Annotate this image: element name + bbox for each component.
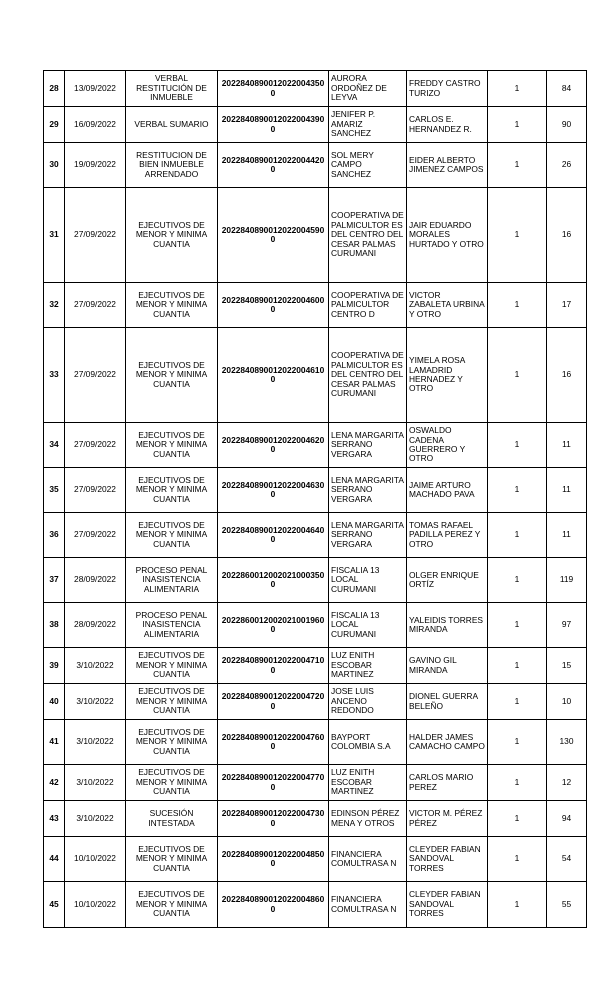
- table-row: [44, 71, 587, 107]
- row-number-cell: 36: [44, 513, 65, 558]
- quantity-cell: 1: [488, 558, 547, 603]
- filing-date-cell: 13/09/2022: [65, 71, 126, 107]
- case-number-cell: 2022840890012022004860 0: [218, 882, 329, 928]
- defendant-cell: OLGER ENRIQUE ORTÍZ: [407, 558, 488, 603]
- filing-date-cell: 3/10/2022: [65, 684, 126, 720]
- case-number-cell: 2022840890012022004610 0: [218, 328, 329, 423]
- folio-count-cell: 97: [547, 603, 587, 648]
- row-number-cell: 42: [44, 765, 65, 801]
- table-row: [44, 801, 587, 837]
- plaintiff-cell: SOL MERY CAMPO SANCHEZ: [329, 143, 407, 188]
- filing-date-cell: 16/09/2022: [65, 107, 126, 143]
- case-number-cell: 2022840890012022004620 0: [218, 423, 329, 468]
- table-row: [44, 837, 587, 882]
- folio-count-cell: 11: [547, 423, 587, 468]
- table-row: [44, 765, 587, 801]
- folio-count-cell: 10: [547, 684, 587, 720]
- defendant-cell: TOMAS RAFAEL PADILLA PEREZ Y OTRO: [407, 513, 488, 558]
- filing-date-cell: 27/09/2022: [65, 283, 126, 328]
- filing-date-cell: 3/10/2022: [65, 720, 126, 765]
- plaintiff-cell: EDINSON PÉREZ MENA Y OTROS: [329, 801, 407, 837]
- records-table-body: [44, 71, 587, 928]
- row-number-cell: 41: [44, 720, 65, 765]
- defendant-cell: OSWALDO CADENA GUERRERO Y OTRO: [407, 423, 488, 468]
- folio-count-cell: 12: [547, 765, 587, 801]
- process-type-cell: EJECUTIVOS DE MENOR Y MINIMA CUANTIA: [126, 188, 218, 283]
- plaintiff-cell: FINANCIERA COMULTRASA N: [329, 837, 407, 882]
- records-table: [43, 70, 587, 928]
- process-type-cell: EJECUTIVOS DE MENOR Y MINIMA CUANTIA: [126, 423, 218, 468]
- case-number-cell: 2022840890012022004850 0: [218, 837, 329, 882]
- row-number-cell: 29: [44, 107, 65, 143]
- plaintiff-cell: LENA MARGARITA SERRANO VERGARA: [329, 468, 407, 513]
- case-number-cell: 2022840890012022004720 0: [218, 684, 329, 720]
- folio-count-cell: 15: [547, 648, 587, 684]
- case-number-cell: 2022840890012022004760 0: [218, 720, 329, 765]
- case-number-cell: 2022860012002021000350 0: [218, 558, 329, 603]
- row-number-cell: 32: [44, 283, 65, 328]
- case-number-cell: 2022840890012022004420 0: [218, 143, 329, 188]
- table-row: [44, 648, 587, 684]
- plaintiff-cell: BAYPORT COLOMBIA S.A: [329, 720, 407, 765]
- row-number-cell: 30: [44, 143, 65, 188]
- filing-date-cell: 3/10/2022: [65, 801, 126, 837]
- table-row: [44, 107, 587, 143]
- process-type-cell: EJECUTIVOS DE MENOR Y MINIMA CUANTIA: [126, 837, 218, 882]
- row-number-cell: 33: [44, 328, 65, 423]
- row-number-cell: 39: [44, 648, 65, 684]
- quantity-cell: 1: [488, 648, 547, 684]
- defendant-cell: JAIR EDUARDO MORALES HURTADO Y OTRO: [407, 188, 488, 283]
- plaintiff-cell: COOPERATIVA DE PALMICULTOR ES DEL CENTRO DEL CESAR PALMAS CURUMANI: [329, 188, 407, 283]
- quantity-cell: 1: [488, 468, 547, 513]
- quantity-cell: 1: [488, 801, 547, 837]
- quantity-cell: 1: [488, 328, 547, 423]
- row-number-cell: 40: [44, 684, 65, 720]
- quantity-cell: 1: [488, 107, 547, 143]
- folio-count-cell: 84: [547, 71, 587, 107]
- filing-date-cell: 27/09/2022: [65, 188, 126, 283]
- filing-date-cell: 27/09/2022: [65, 423, 126, 468]
- defendant-cell: YIMELA ROSA LAMADRID HERNADEZ Y OTRO: [407, 328, 488, 423]
- filing-date-cell: 28/09/2022: [65, 603, 126, 648]
- folio-count-cell: 26: [547, 143, 587, 188]
- process-type-cell: EJECUTIVOS DE MENOR Y MINIMA CUANTIA: [126, 648, 218, 684]
- defendant-cell: CLEYDER FABIAN SANDOVAL TORRES: [407, 837, 488, 882]
- plaintiff-cell: FISCALIA 13 LOCAL CURUMANI: [329, 603, 407, 648]
- table-row: [44, 468, 587, 513]
- defendant-cell: VICTOR M. PÉREZ PÉREZ: [407, 801, 488, 837]
- filing-date-cell: 3/10/2022: [65, 765, 126, 801]
- quantity-cell: 1: [488, 143, 547, 188]
- row-number-cell: 35: [44, 468, 65, 513]
- folio-count-cell: 54: [547, 837, 587, 882]
- plaintiff-cell: COOPERATIVA DE PALMICULTOR ES DEL CENTRO DEL CESAR PALMAS CURUMANI: [329, 328, 407, 423]
- process-type-cell: EJECUTIVOS DE MENOR Y MINIMA CUANTIA: [126, 328, 218, 423]
- folio-count-cell: 16: [547, 328, 587, 423]
- table-row: [44, 720, 587, 765]
- case-number-cell: 2022840890012022004390 0: [218, 107, 329, 143]
- row-number-cell: 28: [44, 71, 65, 107]
- row-number-cell: 37: [44, 558, 65, 603]
- row-number-cell: 38: [44, 603, 65, 648]
- folio-count-cell: 55: [547, 882, 587, 928]
- filing-date-cell: 3/10/2022: [65, 648, 126, 684]
- process-type-cell: EJECUTIVOS DE MENOR Y MINIMA CUANTIA: [126, 283, 218, 328]
- case-number-cell: 2022840890012022004630 0: [218, 468, 329, 513]
- table-row: [44, 684, 587, 720]
- case-number-cell: 2022840890012022004350 0: [218, 71, 329, 107]
- case-number-cell: 2022840890012022004770 0: [218, 765, 329, 801]
- plaintiff-cell: LUZ ENITH ESCOBAR MARTINEZ: [329, 765, 407, 801]
- process-type-cell: RESTITUCION DE BIEN INMUEBLE ARRENDADO: [126, 143, 218, 188]
- table-row: [44, 558, 587, 603]
- plaintiff-cell: FINANCIERA COMULTRASA N: [329, 882, 407, 928]
- filing-date-cell: 19/09/2022: [65, 143, 126, 188]
- plaintiff-cell: JENIFER P. AMARIZ SANCHEZ: [329, 107, 407, 143]
- filing-date-cell: 27/09/2022: [65, 468, 126, 513]
- quantity-cell: 1: [488, 283, 547, 328]
- table-row: [44, 882, 587, 928]
- table-row: [44, 283, 587, 328]
- process-type-cell: PROCESO PENAL INASISTENCIA ALIMENTARIA: [126, 558, 218, 603]
- folio-count-cell: 11: [547, 513, 587, 558]
- process-type-cell: EJECUTIVOS DE MENOR Y MINIMA CUANTIA: [126, 468, 218, 513]
- quantity-cell: 1: [488, 188, 547, 283]
- plaintiff-cell: LENA MARGARITA SERRANO VERGARA: [329, 513, 407, 558]
- table-row: [44, 603, 587, 648]
- defendant-cell: DIONEL GUERRA BELEÑO: [407, 684, 488, 720]
- process-type-cell: EJECUTIVOS DE MENOR Y MINIMA CUANTIA: [126, 720, 218, 765]
- process-type-cell: PROCESO PENAL INASISTENCIA ALIMENTARIA: [126, 603, 218, 648]
- table-row: [44, 188, 587, 283]
- folio-count-cell: 130: [547, 720, 587, 765]
- process-type-cell: EJECUTIVOS DE MENOR Y MINIMA CUANTIA: [126, 765, 218, 801]
- defendant-cell: VICTOR ZABALETA URBINA Y OTRO: [407, 283, 488, 328]
- case-number-cell: 2022840890012022004590 0: [218, 188, 329, 283]
- process-type-cell: EJECUTIVOS DE MENOR Y MINIMA CUANTIA: [126, 882, 218, 928]
- process-type-cell: VERBAL RESTITUCIÓN DE INMUEBLE: [126, 71, 218, 107]
- defendant-cell: FREDDY CASTRO TURIZO: [407, 71, 488, 107]
- defendant-cell: JAIME ARTURO MACHADO PAVA: [407, 468, 488, 513]
- filing-date-cell: 10/10/2022: [65, 882, 126, 928]
- filing-date-cell: 27/09/2022: [65, 328, 126, 423]
- table-row: [44, 328, 587, 423]
- quantity-cell: 1: [488, 882, 547, 928]
- defendant-cell: CARLOS E. HERNANDEZ R.: [407, 107, 488, 143]
- folio-count-cell: 11: [547, 468, 587, 513]
- plaintiff-cell: FISCALIA 13 LOCAL CURUMANI: [329, 558, 407, 603]
- row-number-cell: 34: [44, 423, 65, 468]
- plaintiff-cell: COOPERATIVA DE PALMICULTOR CENTRO D: [329, 283, 407, 328]
- defendant-cell: YALEIDIS TORRES MIRANDA: [407, 603, 488, 648]
- row-number-cell: 31: [44, 188, 65, 283]
- quantity-cell: 1: [488, 71, 547, 107]
- case-number-cell: 2022840890012022004730 0: [218, 801, 329, 837]
- folio-count-cell: 119: [547, 558, 587, 603]
- row-number-cell: 44: [44, 837, 65, 882]
- folio-count-cell: 16: [547, 188, 587, 283]
- process-type-cell: EJECUTIVOS DE MENOR Y MINIMA CUANTIA: [126, 684, 218, 720]
- quantity-cell: 1: [488, 423, 547, 468]
- folio-count-cell: 90: [547, 107, 587, 143]
- process-type-cell: SUCESIÓN INTESTADA: [126, 801, 218, 837]
- table-row: [44, 513, 587, 558]
- quantity-cell: 1: [488, 513, 547, 558]
- quantity-cell: 1: [488, 837, 547, 882]
- case-number-cell: 2022840890012022004640 0: [218, 513, 329, 558]
- plaintiff-cell: LENA MARGARITA SERRANO VERGARA: [329, 423, 407, 468]
- defendant-cell: EIDER ALBERTO JIMENEZ CAMPOS: [407, 143, 488, 188]
- process-type-cell: VERBAL SUMARIO: [126, 107, 218, 143]
- plaintiff-cell: LUZ ENITH ESCOBAR MARTINEZ: [329, 648, 407, 684]
- filing-date-cell: 10/10/2022: [65, 837, 126, 882]
- quantity-cell: 1: [488, 765, 547, 801]
- filing-date-cell: 28/09/2022: [65, 558, 126, 603]
- process-type-cell: EJECUTIVOS DE MENOR Y MINIMA CUANTIA: [126, 513, 218, 558]
- defendant-cell: GAVINO GIL MIRANDA: [407, 648, 488, 684]
- defendant-cell: HALDER JAMES CAMACHO CAMPO: [407, 720, 488, 765]
- row-number-cell: 43: [44, 801, 65, 837]
- plaintiff-cell: AURORA ORDOÑEZ DE LEYVA: [329, 71, 407, 107]
- defendant-cell: CLEYDER FABIAN SANDOVAL TORRES: [407, 882, 488, 928]
- quantity-cell: 1: [488, 684, 547, 720]
- case-number-cell: 2022860012002021001960 0: [218, 603, 329, 648]
- filing-date-cell: 27/09/2022: [65, 513, 126, 558]
- defendant-cell: CARLOS MARIO PEREZ: [407, 765, 488, 801]
- quantity-cell: 1: [488, 603, 547, 648]
- case-number-cell: 2022840890012022004710 0: [218, 648, 329, 684]
- case-number-cell: 2022840890012022004600 0: [218, 283, 329, 328]
- folio-count-cell: 94: [547, 801, 587, 837]
- plaintiff-cell: JOSE LUIS ANCENO REDONDO: [329, 684, 407, 720]
- table-row: [44, 423, 587, 468]
- row-number-cell: 45: [44, 882, 65, 928]
- folio-count-cell: 17: [547, 283, 587, 328]
- quantity-cell: 1: [488, 720, 547, 765]
- table-row: [44, 143, 587, 188]
